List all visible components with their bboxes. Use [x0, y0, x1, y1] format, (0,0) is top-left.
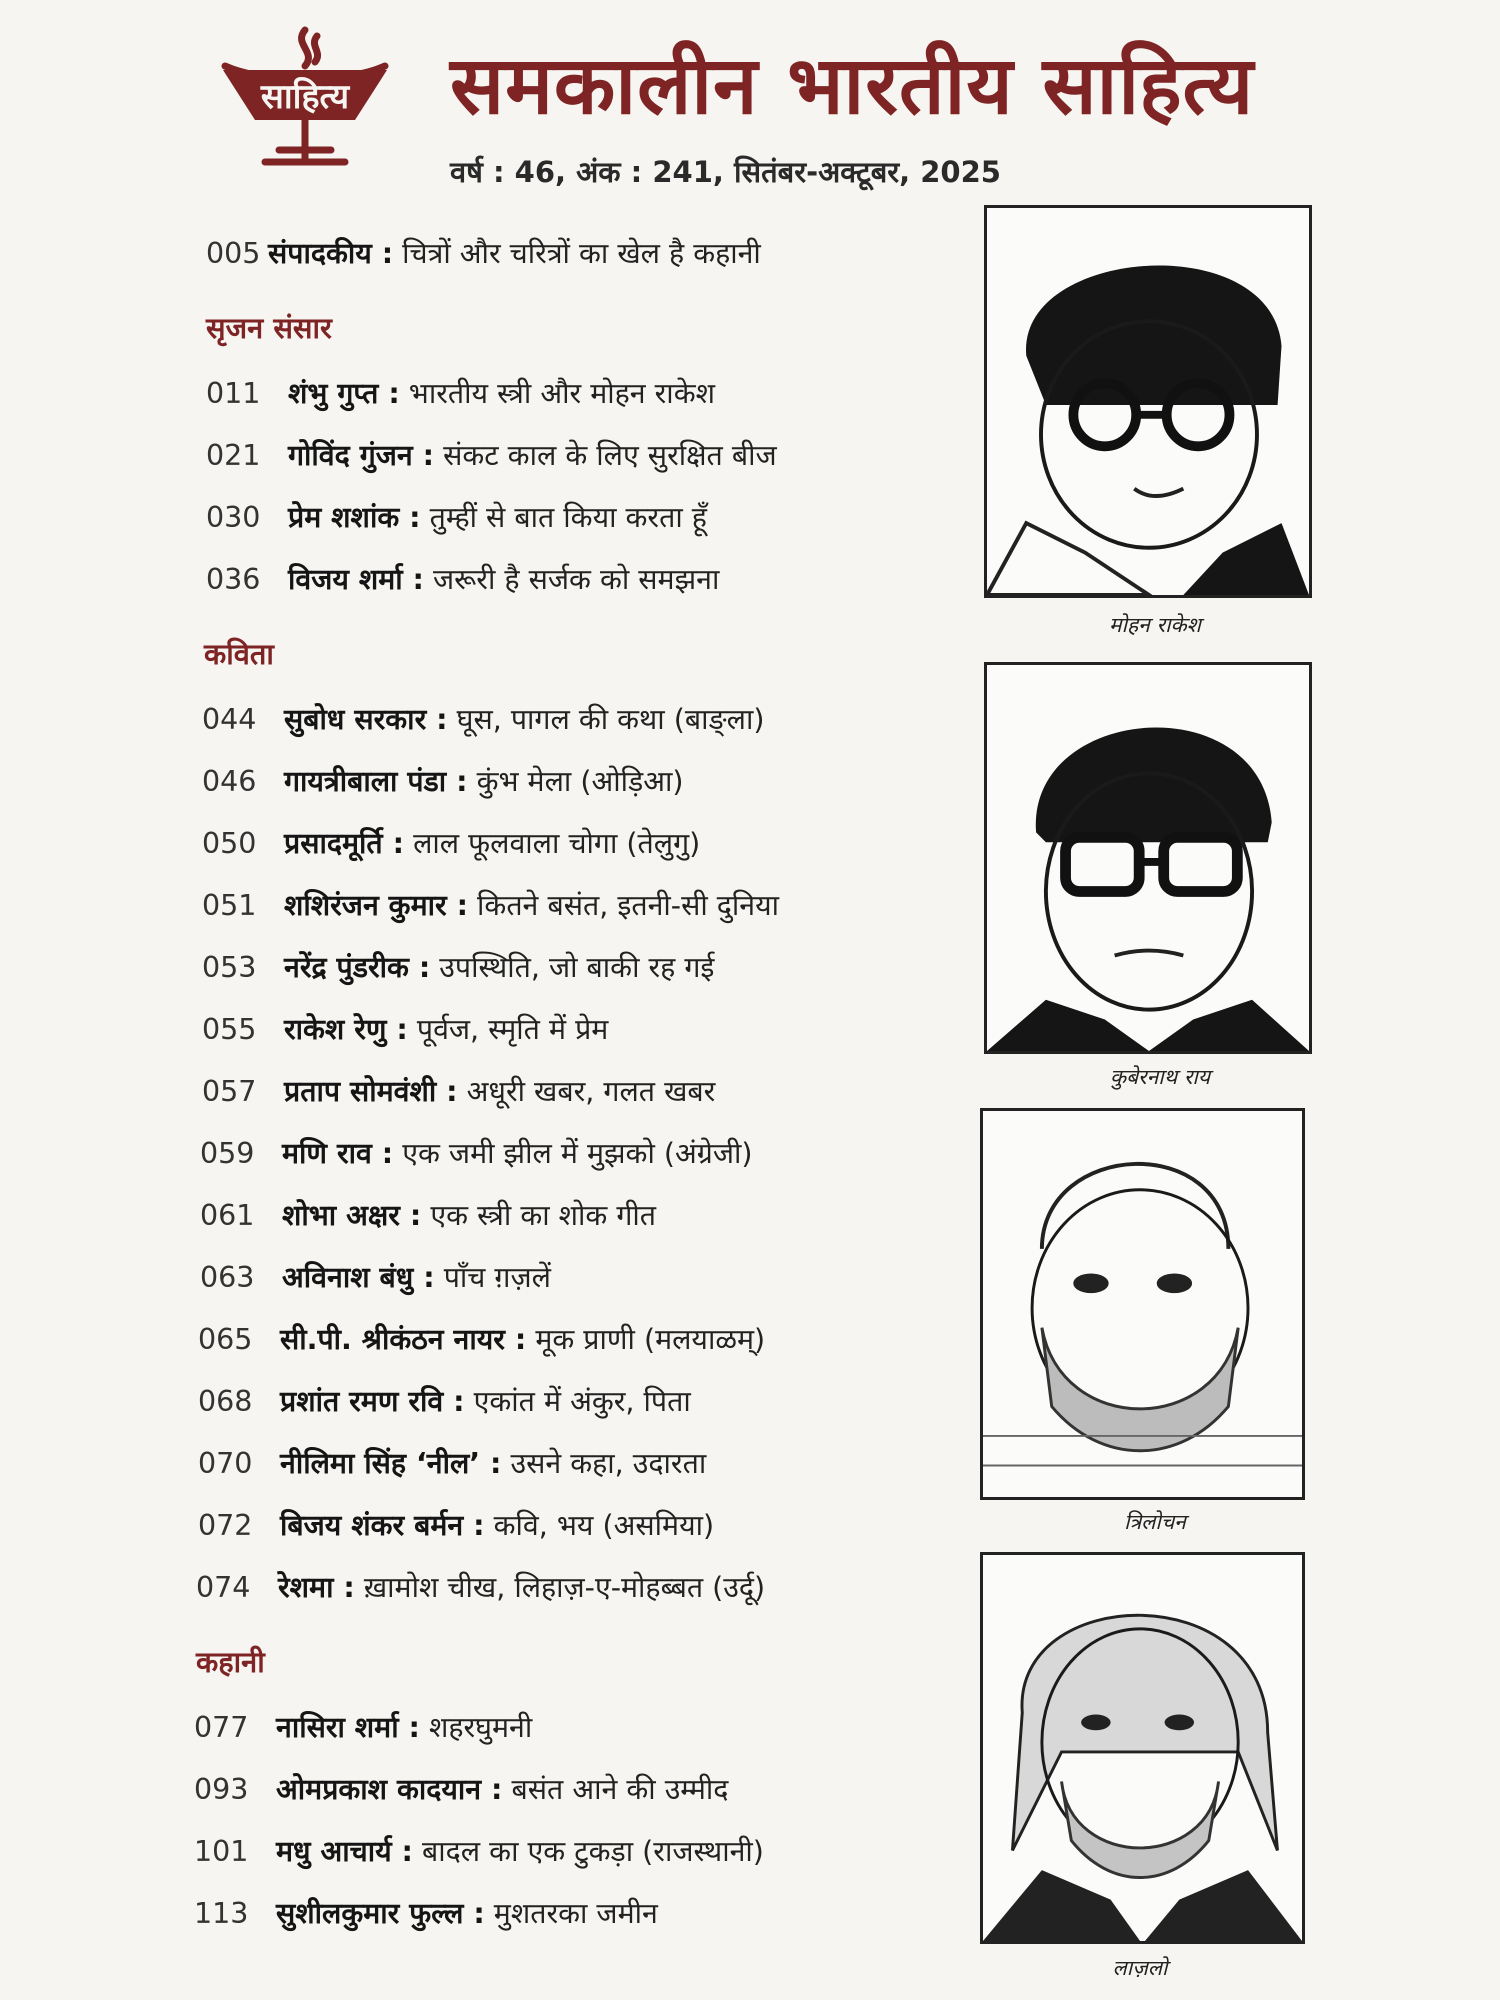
entry-author: सुशीलकुमार फुल्ल :: [276, 1897, 485, 1930]
page-number: 011: [206, 377, 261, 410]
entry-author: बिजय शंकर बर्मन :: [280, 1509, 485, 1542]
page-number: 101: [194, 1835, 249, 1868]
page-number: 077: [194, 1711, 249, 1744]
page-number: 005: [206, 237, 261, 270]
entry-title: शहरघुमनी: [429, 1711, 533, 1744]
page-number: 044: [202, 703, 257, 736]
entry-title: मूक प्राणी (मलयाळम्): [535, 1323, 766, 1356]
entry-author: नरेंद्र पुंडरीक :: [284, 951, 431, 984]
entry-author: गायत्रीबाला पंडा :: [284, 765, 468, 798]
entry-title: उसने कहा, उदारता: [510, 1447, 707, 1480]
entry-title: एक स्त्री का शोक गीत: [430, 1199, 657, 1232]
page-number: 061: [200, 1199, 255, 1232]
portrait-mohan-rakesh: [984, 205, 1312, 598]
page-number: 057: [202, 1075, 257, 1108]
page-number: 072: [198, 1509, 253, 1542]
portrait-caption: कुबेरनाथ राय: [1109, 1065, 1211, 1089]
entry-author: अविनाश बंधु :: [282, 1261, 435, 1294]
entry-author: नासिरा शर्मा :: [276, 1711, 420, 1744]
issue-line: वर्ष : 46, अंक : 241, सितंबर-अक्टूबर, 2025: [450, 155, 1001, 189]
entry-title: कवि, भय (असमिया): [493, 1509, 715, 1542]
entry-title: तुम्हीं से बात किया करता हूँ: [429, 501, 707, 534]
entry-author: गोविंद गुंजन :: [288, 439, 435, 472]
entry-title: लाल फूलवाला चोगा (तेलुगु): [413, 827, 701, 860]
entry-title: कितने बसंत, इतनी-सी दुनिया: [477, 889, 780, 922]
portrait-laszlo: [980, 1552, 1305, 1944]
entry-author: ओमप्रकाश कादयान :: [276, 1773, 503, 1806]
page-number: 065: [198, 1323, 253, 1356]
entry-title: उपस्थिति, जो बाकी रह गई: [439, 951, 715, 984]
entry-author: नीलिमा सिंह ‘नील’ :: [280, 1447, 502, 1480]
page-number: 036: [206, 563, 261, 596]
entry-author: शंभु गुप्त :: [288, 377, 400, 410]
entry-author: राकेश रेणु :: [284, 1013, 408, 1046]
entry-title: एकांत में अंकुर, पिता: [473, 1385, 691, 1418]
entry-title: संकट काल के लिए सुरक्षित बीज: [443, 439, 777, 472]
page-number: 113: [194, 1897, 249, 1930]
page-number: 046: [202, 765, 257, 798]
entry-author: सी.पी. श्रीकंठन नायर :: [280, 1323, 527, 1356]
entry-author: शोभा अक्षर :: [282, 1199, 422, 1232]
entry-title: चित्रों और चरित्रों का खेल है कहानी: [402, 237, 761, 270]
entry-title: पूर्वज, स्मृति में प्रेम: [416, 1013, 609, 1046]
entry-title: पाँच ग़ज़लें: [443, 1261, 551, 1294]
page-number: 030: [206, 501, 261, 534]
entry-author: संपादकीय :: [268, 237, 394, 270]
portrait-caption: लाज़लो: [1112, 1956, 1168, 1980]
entry-author: शशिरंजन कुमार :: [284, 889, 468, 922]
page-number: 070: [198, 1447, 253, 1480]
magazine-title: समकालीन भारतीय साहित्य: [450, 39, 1255, 132]
entry-title: एक जमी झील में मुझको (अंग्रेजी): [402, 1137, 753, 1170]
page-number: 021: [206, 439, 261, 472]
page-number: 055: [202, 1013, 257, 1046]
page-number: 068: [198, 1385, 253, 1418]
entry-author: मधु आचार्य :: [276, 1835, 413, 1868]
entry-author: विजय शर्मा :: [288, 563, 424, 596]
page-number: 093: [194, 1773, 249, 1806]
entry-title: बादल का एक टुकड़ा (राजस्थानी): [422, 1835, 764, 1868]
entry-author: मणि राव :: [282, 1137, 394, 1170]
entry-title: बसंत आने की उम्मीद: [511, 1773, 729, 1806]
page-number: 051: [202, 889, 257, 922]
entry-title: मुशतरका जमीन: [493, 1897, 658, 1930]
entry-author: प्रताप सोमवंशी :: [284, 1075, 458, 1108]
section-heading-kahani: कहानी: [196, 1645, 265, 1679]
portrait-kubernath-rai: [984, 662, 1312, 1054]
entry-title: कुंभ मेला (ओड़िआ): [476, 765, 684, 798]
portrait-caption: मोहन राकेश: [1109, 613, 1201, 637]
portrait-caption: त्रिलोचन: [1124, 1510, 1186, 1534]
entry-author: रेशमा :: [278, 1571, 355, 1604]
entry-title: घूस, पागल की कथा (बाङ्ला): [456, 703, 765, 736]
page-number: 050: [202, 827, 257, 860]
entry-title: अधूरी खबर, गलत खबर: [466, 1075, 716, 1108]
entry-author: सुबोध सरकार :: [284, 703, 448, 736]
section-heading-kavita: कविता: [204, 637, 274, 671]
section-heading-srijan: सृजन संसार: [206, 311, 332, 345]
page-number: 063: [200, 1261, 255, 1294]
portrait-trilochan: [980, 1108, 1305, 1500]
entry-author: प्रेम शशांक :: [288, 501, 421, 534]
entry-author: प्रशांत रमण रवि :: [280, 1385, 465, 1418]
logo-text: साहित्य: [260, 77, 350, 117]
entry-title: ख़ामोश चीख, लिहाज़-ए-मोहब्बत (उर्दू): [363, 1571, 766, 1604]
entry-author: प्रसादमूर्ति :: [284, 827, 404, 860]
entry-title: जरूरी है सर्जक को समझना: [433, 563, 720, 596]
page-number: 059: [200, 1137, 255, 1170]
page-number: 074: [196, 1571, 251, 1604]
page-number: 053: [202, 951, 257, 984]
entry-title: भारतीय स्त्री और मोहन राकेश: [408, 377, 715, 410]
